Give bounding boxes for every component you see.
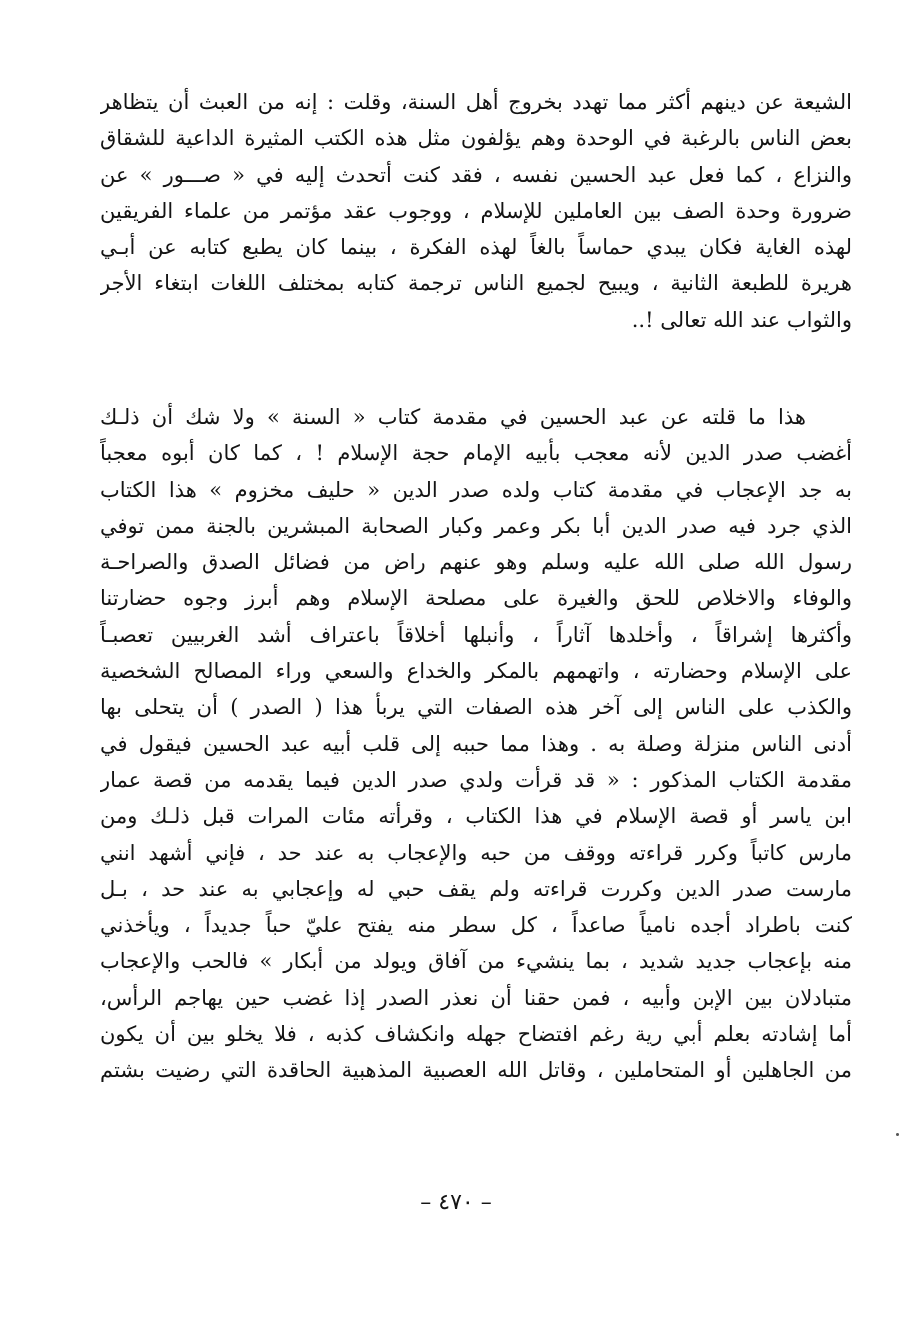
text-line: ابن ياسر أو قصة الإسلام في هذا الكتاب ، وقرأته مئات المرات قبل ذلـك ومن (100, 804, 852, 829)
paragraph-2 (100, 399, 852, 1089)
text-line: وأكثرها إشراقاً ، وأخلدها آثاراً ، وأنبلها أخلاقاً باعتراف أشد الغربيين تعصبـاً (100, 622, 852, 647)
text-line: هذا ما قلته عن عبد الحسين في مقدمة كتاب « السنة » ولا شك أن ذلـك (100, 405, 806, 429)
text-line: هريرة للطبعة الثانية ، ويبيح لجميع الناس ترجمة كتابه بمختلف اللغات ابتغاء الأجر (100, 271, 852, 296)
text-line: أما إشادته بعلم أبي رية رغم افتضاح جهله وانكشاف كذبه ، فلا يخلو بين أن يكون (100, 1022, 852, 1047)
text-line: ضرورة وحدة الصف بين العاملين للإسلام ، ووجوب عقد مؤتمر من علماء الفريقين (100, 198, 852, 223)
text-line: والكذب على الناس إلى آخر هذه الصفات التي يربأ هذا ( الصدر ) أن يتحلى بها (100, 695, 852, 720)
text-line: بعض الناس بالرغبة في الوحدة وهم يؤلفون مثل هذه الكتب المثيرة الداعية للشقاق (100, 126, 852, 151)
page-number: – ٤٧٠ – (420, 1190, 492, 1215)
text-line: أدنى الناس منزلة وصلة به . وهذا مما حببه إلى قلب أبيه عبد الحسين فيقول في (100, 731, 852, 756)
text-line: متبادلان بين الإبن وأبيه ، فمن حقنا أن نعذر الصدر إذا غضب حين يهاجم الرأس، (100, 985, 852, 1010)
text-line: مارس كاتباً وكرر قراءته ووقف من حبه والإعجاب به عند حد ، فإني أشهد انني (100, 840, 852, 865)
text-line: الشيعة عن دينهم أكثر مما تهدد بخروج أهل السنة، وقلت : إنه من العبث أن يتظاهر (100, 90, 852, 114)
text-line: رسول الله صلى الله عليه وسلم وهو عنهم راض من فضائل الصدق والصراحـة (100, 550, 852, 575)
text-line: به جد الإعجاب في مقدمة كتاب ولده صدر الدين « حليف مخزوم » هذا الكتاب (100, 477, 852, 502)
text-line: لهذه الغاية فكان يبدي حماساً بالغاً لهذه الفكرة ، بينما كان يطبع كتابه عن أبـي (100, 235, 852, 260)
text-line: والثواب عند الله تعالى !.. (631, 307, 852, 332)
text-line: كنت باطراد أجده نامياً صاعداً ، كل سطر منه يفتح عليّ حباً جديداً ، ويأخذني (100, 913, 852, 938)
paragraph-1 (100, 84, 852, 338)
text-line: الذي جرد فيه صدر الدين أبا بكر وعمر وكبار الصحابة المبشرين بالجنة ممن توفي (100, 513, 852, 538)
text-line: منه بإعجاب جديد شديد ، بما ينشيء من آفاق ويولد من أبكار » فالحب والإعجاب (100, 949, 852, 974)
text-line: مقدمة الكتاب المذكور : « قد قرأت ولدي صدر الدين فيما يقدمه من قصة عمار (100, 767, 852, 792)
text-line: على الإسلام وحضارته ، واتهمهم بالمكر والخداع والسعي وراء المصالح الشخصية (100, 659, 852, 684)
text-line: من الجاهلين أو المتحاملين ، وقاتل الله العصبية المذهبية الحاقدة التي رضيت بشتم (100, 1058, 852, 1083)
text-line: والوفاء والاخلاص للحق والغيرة على مصلحة الإسلام وهم أبرز وجوه حضارتنا (100, 586, 852, 611)
text-line: أغضب صدر الدين لأنه معجب بأبيه الإمام حجة الإسلام ! ، كما كان أبوه معجباً (100, 441, 852, 466)
margin-dot (896, 1133, 899, 1136)
text-line: مارست صدر الدين وكررت قراءته ولم يقف حبي له وإعجابي به عند حد ، بـل (100, 876, 852, 901)
text-line: والنزاع ، كما فعل عبد الحسين نفسه ، فقد كنت أتحدث إليه في « صـــور » عن (100, 162, 852, 187)
